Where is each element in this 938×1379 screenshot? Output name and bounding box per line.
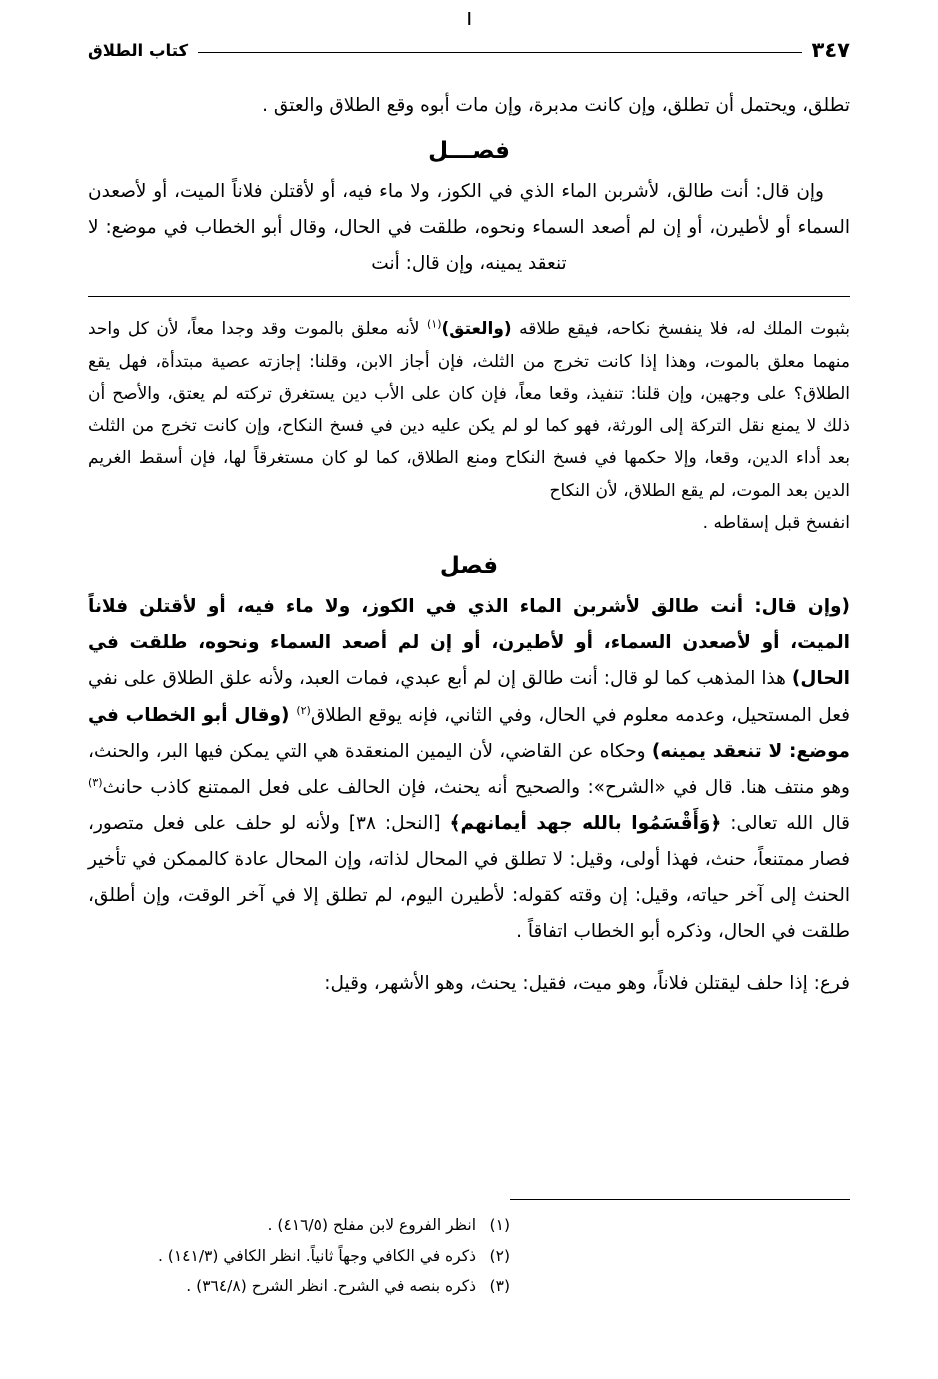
matn-text-1: هذا المذهب كما لو قال: أنت طالق إن لم أبع عبدي، فمات العبد، ولأنه علق الطلاق على نفي فعل المستحيل، وعدمه معلوم في الحال، وفي الثاني، فإنه يوقع الطلاق bbox=[88, 668, 850, 726]
commentary-line1-post: لأنه معلق بالموت وقد bbox=[261, 319, 427, 340]
footnotes-section bbox=[88, 1199, 850, 1301]
commentary-block bbox=[88, 313, 850, 539]
page-header bbox=[88, 38, 850, 62]
quran-quote: ﴿وَأَقْسَمُوا بالله جهد أيمانهم﴾ bbox=[449, 812, 722, 834]
commentary-bold-term: (والعتق) bbox=[441, 319, 512, 340]
frae-text: فرع: إذا حلف ليقتلن فلاناً، وهو ميت، فقيل: يحنث، وهو الأشهر، وقيل: bbox=[324, 972, 850, 994]
matn-paragraph bbox=[88, 589, 850, 950]
paragraph-1 bbox=[88, 174, 850, 282]
footnote-separator bbox=[510, 1199, 850, 1200]
section-heading-1: فصـــل bbox=[428, 138, 510, 165]
matn-text-2: وحكاه عن القاضي، لأن اليمين المنعقدة هي التي يمكن فيها البر، والحنث، وهو منتف هنا. قال في «الشرح»: والصحيح أنه يحنث، فإن الحالف على فعل الممتنع كاذب حانث bbox=[88, 740, 850, 798]
footnote-item bbox=[88, 1241, 850, 1271]
section-divider bbox=[88, 296, 850, 297]
quran-reference: [النحل: ٣٨] bbox=[348, 812, 450, 834]
frae-paragraph bbox=[88, 966, 850, 1002]
footnote-ref-1[interactable]: (١) bbox=[426, 317, 442, 331]
section-heading-2: فصل bbox=[439, 553, 499, 580]
footnote-ref-3[interactable]: (٣) bbox=[88, 775, 103, 789]
page-number: ٣٤٧ bbox=[811, 38, 850, 62]
footnote-text: انظر الفروع لابن مفلح (٤١٦/٥) . bbox=[267, 1216, 476, 1235]
footnote-number: (٢) bbox=[489, 1246, 510, 1265]
footnote-text: ذكره في الكافي وجهاً ثانياً. انظر الكافي (١٤١/٣) . bbox=[157, 1246, 476, 1265]
matn-bold-1: (وإن قال: أنت طالق لأشربن الماء الذي في الكوز، ولا ماء فيه، أو لأقتلن فلاناً الميت، أو لأصعدن السماء، أو لأطيرن، أو إن لم أصعد السماء ونحوه، طلقت في الحال) bbox=[88, 596, 850, 690]
footnote-number: (١) bbox=[489, 1216, 510, 1235]
paragraph-1-text: وإن قال: أنت طالق، لأشربن الماء الذي في الكوز، ولا ماء فيه، أو لأقتلن فلاناً الميت، أو لأصعدن السماء أو لأطيرن، أو إن لم أصعد السماء ونحوه، طلقت في الحال، وقال أبو الخطاب في موضع: لا تنعقد يمينه، وإن قال: أنت bbox=[88, 181, 850, 275]
book-title: كتاب الطلاق bbox=[88, 40, 189, 60]
footnote-item bbox=[88, 1271, 850, 1301]
footnote-number: (٣) bbox=[489, 1276, 510, 1295]
commentary-line1-pre: بثبوت الملك له، فلا ينفسخ نكاحه، فيقع طلاقه bbox=[511, 319, 851, 340]
opening-paragraph-text: تطلق، ويحتمل أن تطلق، وإن كانت مدبرة، وإن مات أبوه وقع الطلاق والعتق . bbox=[262, 95, 850, 116]
matn-bold-2: (وقال أبو الخطاب في موضع: لا تنعقد يمينه) bbox=[88, 704, 850, 762]
commentary-rest: وجدا معاً، لأن كل واحد منهما معلق بالموت، وهذا إذا كانت تخرج من الثلث، فإن أجاز الابن، وقلنا: إجازته عصية مبتدأة، فهل يقع الطلاق؟ على وجهين، وإن قلنا: تنفيذ، وقعا معاً، فإن كان على الأب دين يستغرق تركته لم يعتق، والأصح أن ذلك لا يمنع نقل التركة إلى الورثة، فهو كما لو لم يكن عليه دين في فسخ النكاح، وإن كانت تخرج من الثلث بعد أداء الدين، وقعا، وإلا حكمها في فسخ النكاح ومنع الطلاق، كما لو كان مستغرقاً لها، فإن أسقط الغريم الدين بعد الموت، لم يقع الطلاق، لأن النكاح bbox=[88, 319, 850, 501]
commentary-last-line: انفسخ قبل إسقاطه . bbox=[702, 513, 850, 534]
header-rule bbox=[198, 52, 801, 53]
matn-text-3: قال الله تعالى: bbox=[721, 812, 851, 834]
footnote-text: ذكره بنصه في الشرح. انظر الشرح (٣٦٤/٨) . bbox=[186, 1276, 476, 1295]
footnote-item bbox=[88, 1210, 850, 1240]
footnote-ref-2[interactable]: (٢) bbox=[296, 703, 311, 717]
matn-text-4: ولأنه لو حلف على فعل متصور، فصار ممتنعاً، حنث، فهذا أولى، وقيل: لا تطلق في المحال لذاته، وإن المحال عادة كالممكن في تأخير الحنث إلى آخر حياته، وقيل: إن وقته كقوله: لأطيرن اليوم، لم تطلق إلا في آخر الوقت، وإن أطلق، طلقت في الحال، وذكره أبو الخطاب اتفاقاً . bbox=[88, 812, 850, 942]
opening-paragraph bbox=[88, 88, 850, 124]
